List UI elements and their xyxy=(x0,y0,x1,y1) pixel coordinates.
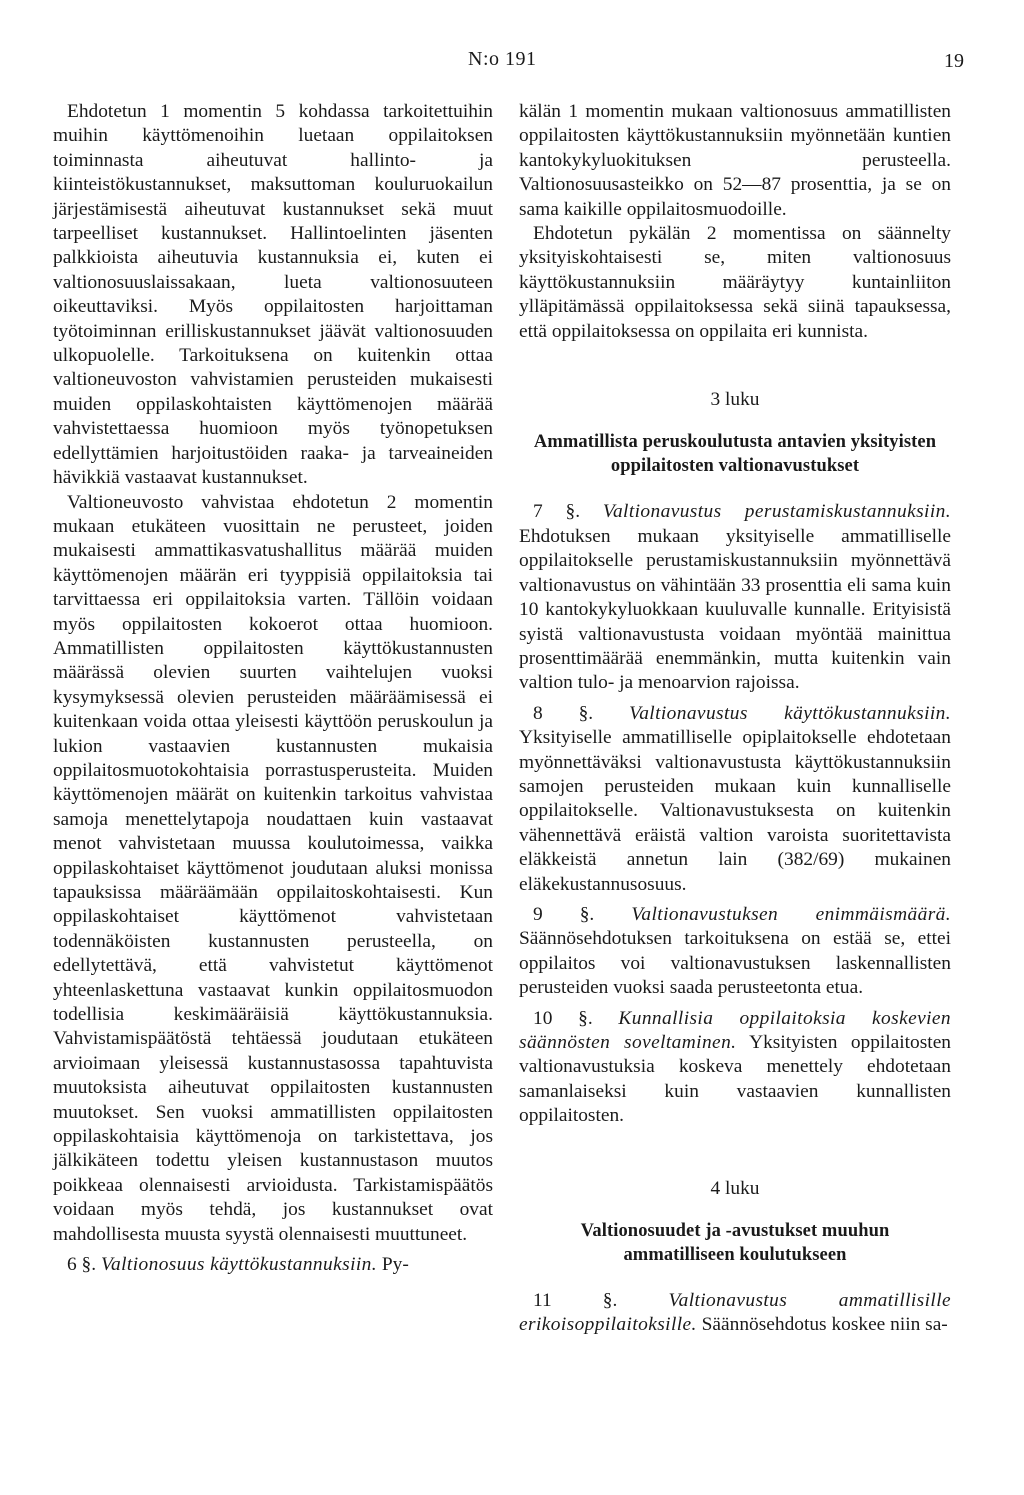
section-number: 8 §. xyxy=(533,702,594,724)
paragraph: Ehdotetun pykälän 2 momentissa on säännelty yksityiskohtaisesti se, miten valtionosuus käyttökustannuksiin määräytyy kuntainliiton ylläpitämässä oppilaitoksessa sekä siinä tapauksessa, että oppilaitoksessa on oppilaita eri kunnista. xyxy=(519,223,951,342)
section-11 xyxy=(519,1289,951,1338)
section-7 xyxy=(519,500,951,695)
section-9 xyxy=(519,903,951,1001)
section-text: Yksityisten oppilaitosten valtionavustuksia koskeva menettely ehdotetaan samanlaiseksi kuin vastaavien kunnallisten oppilaitosten. xyxy=(519,1032,951,1127)
page-header xyxy=(0,46,1024,76)
right-column xyxy=(519,100,951,1338)
chapter-title: Ammatillista peruskoulutusta antavien yksityisten oppilaitosten valtionavustukset xyxy=(533,432,937,477)
page-number: 19 xyxy=(944,50,964,72)
paragraph: Ehdotetun 1 momentin 5 kohdassa tarkoitettuihin muihin käyttömenoihin luetaan oppilaitoksen toiminnasta aiheutuvat hallinto- ja kiinteistökustannukset, maksuttoman kouluruokailun järjestämisestä aiheutuvat kustannukset sekä muut tarpeelliset kustannukset. Hallintoelinten jäsenten palkkioista aiheutuvia kustannuksia ei, kuten ei valtionosuuslaissakaan, lueta valtionosuuteen oikeuttaviksi. Myös oppilaitosten harjoittaman työtoiminnan erilliskustannukset jäävät valtionosuuden ulkopuolelle. Tarkoituksena on kuitenkin ottaa valtioneuvoston vahvistamien perusteiden mukaisesti muiden oppilaskohtaisten käyttömenojen määrää vahvistettaessa huomioon myös työnopetuksen edellyttämien harjoitustöiden raaka- ja tarveaineiden hävikkiä vastaavat kustannukset. xyxy=(53,101,493,489)
section-text: Säännösehdotuksen tarkoituksena on estää se, ettei oppilaitos voi valtionavustuksen laskennallisten perusteiden vuoksi saada perusteetonta etua. xyxy=(519,928,951,999)
section-title: Valtionavustus perustamiskustannuksiin. xyxy=(602,501,951,523)
chapter-title: Valtionosuudet ja -avustukset muuhun ammatilliseen koulutukseen xyxy=(580,1221,890,1266)
left-column xyxy=(53,100,493,1278)
section-text: Ehdotuksen mukaan yksityiselle ammatilliselle oppilaitokselle perustamiskustannuksiin myönnettävä valtionavustus on vähintään 33 prosenttia eli sama kuin 10 kantokykyluokkaan kuuluvalle kunnalle. Erityisistä syistä valtionavustusta voidaan myöntää mainittua prosenttimäärää enemmänkin, mutta kuitenkin vain valtion tulo- ja menoarvion rajoissa. xyxy=(519,525,951,694)
section-number: 6 §. xyxy=(67,1254,97,1276)
section-10 xyxy=(519,1007,951,1129)
section-8 xyxy=(519,702,951,897)
chapter-number: 4 luku xyxy=(710,1177,760,1199)
section-title: Valtionavustus ammatillisille erikoisoppilaitoksille. xyxy=(519,1290,951,1336)
paragraph: kälän 1 momentin mukaan valtionosuus ammatillisten oppilaitosten käyttökustannuksiin myönnetään kuntien kantokykyluokituksen perusteella. Valtionosuusasteikko on 52—87 prosenttia, ja se on sama kaikille oppilaitosmuodoille. xyxy=(519,101,951,220)
section-number: 11 §. xyxy=(533,1290,618,1312)
section-title: Valtionosuus käyttökustannuksiin. xyxy=(100,1254,377,1276)
section-number: 7 §. xyxy=(533,501,581,523)
section-text: Py- xyxy=(381,1254,409,1276)
section-text: Säännösehdotus koskee niin sa- xyxy=(701,1314,948,1336)
section-6 xyxy=(53,1253,493,1277)
section-title: Valtionavustus käyttökustannuksiin. xyxy=(629,702,951,724)
chapter-number: 3 luku xyxy=(710,389,760,411)
document-number: N:o 191 xyxy=(468,48,537,70)
section-number: 9 §. xyxy=(533,903,595,925)
paragraph: Valtioneuvosto vahvistaa ehdotetun 2 momentin mukaan etukäteen vuosittain ne perusteet, joiden mukaisesti ammattikasvatushallitus määrää muiden käyttömenojen määrän eri tyyppisiä oppilaitoksia tai tarvittaessa eri oppilaitoksia varten. Tällöin voidaan myös oppilaitosten kokoerot ottaa huomioon. Ammatillisten oppilaitosten käyttökustannusten määrässä olevien suurten vaihtelujen vuoksi kysymyksessä olevien perusteiden määräämisessä ei kuitenkaan voida ottaa yleisesti käyttöön peruskoulun ja lukion vastaavien kustannusten mukaisia oppilaitosmuotokohtaisia porrastusperusteita. Muiden käyttömenojen määrät on kuitenkin tarkoitus vahvistaa samoja menettelytapoja noudattaen kuin vastaavat menot vahvistetaan muussa koulutoimessa, vaikka oppilaskohtaiset käyttömenot joudutaan aluksi monissa tapauksissa määräämään oppilaitoskohtaisesti. Kun oppilaskohtaiset käyttömenot vahvistetaan todennäköisten kustannusten perusteella, on edellytettävä, että vahvistetut käyttömenot yhteenlaskettuna vastaavat kunkin oppilaitosmuodon todellisia keskimääräisiä käyttökustannuksia. Vahvistamispäätöstä tehtäessä joudutaan etukäteen arvioimaan yleisessä kustannustasossa tapahtuvista muutoksista aiheutuvat oppilaitosten kustannusten muutokset. Sen vuoksi ammatillisten oppilaitosten oppilaskohtaisia käyttömenoja on tarkistettava, jos jälkikäteen todettu yleisen kustannustason muutos poikkeaa olennaisesti arvioidusta. Tarkistamispäätös voidaan myös tehdä, jos kustannukset ovat mahdollisesta muusta syystä olennaisesti muuttuneet. xyxy=(53,491,493,1245)
section-title: Valtionavustuksen enimmäismäärä. xyxy=(631,903,951,925)
section-text: Yksityiselle ammatilliselle opiplaitokselle ehdotetaan myönnettäväksi valtionavustusta käyttökustannuksiin samojen perusteiden mukaan kuin kunnalliselle oppilaitokselle. Valtionavustuksesta on kuitenkin vähennettävä eräistä valtion varoista suoritettavista eläkkeistä annetun lain (382/69) mukainen eläkekustannusosuus. xyxy=(519,727,951,895)
section-number: 10 §. xyxy=(533,1007,593,1029)
section-title: Kunnallisia oppilaitoksia koskevien säännösten soveltaminen. xyxy=(519,1007,951,1053)
